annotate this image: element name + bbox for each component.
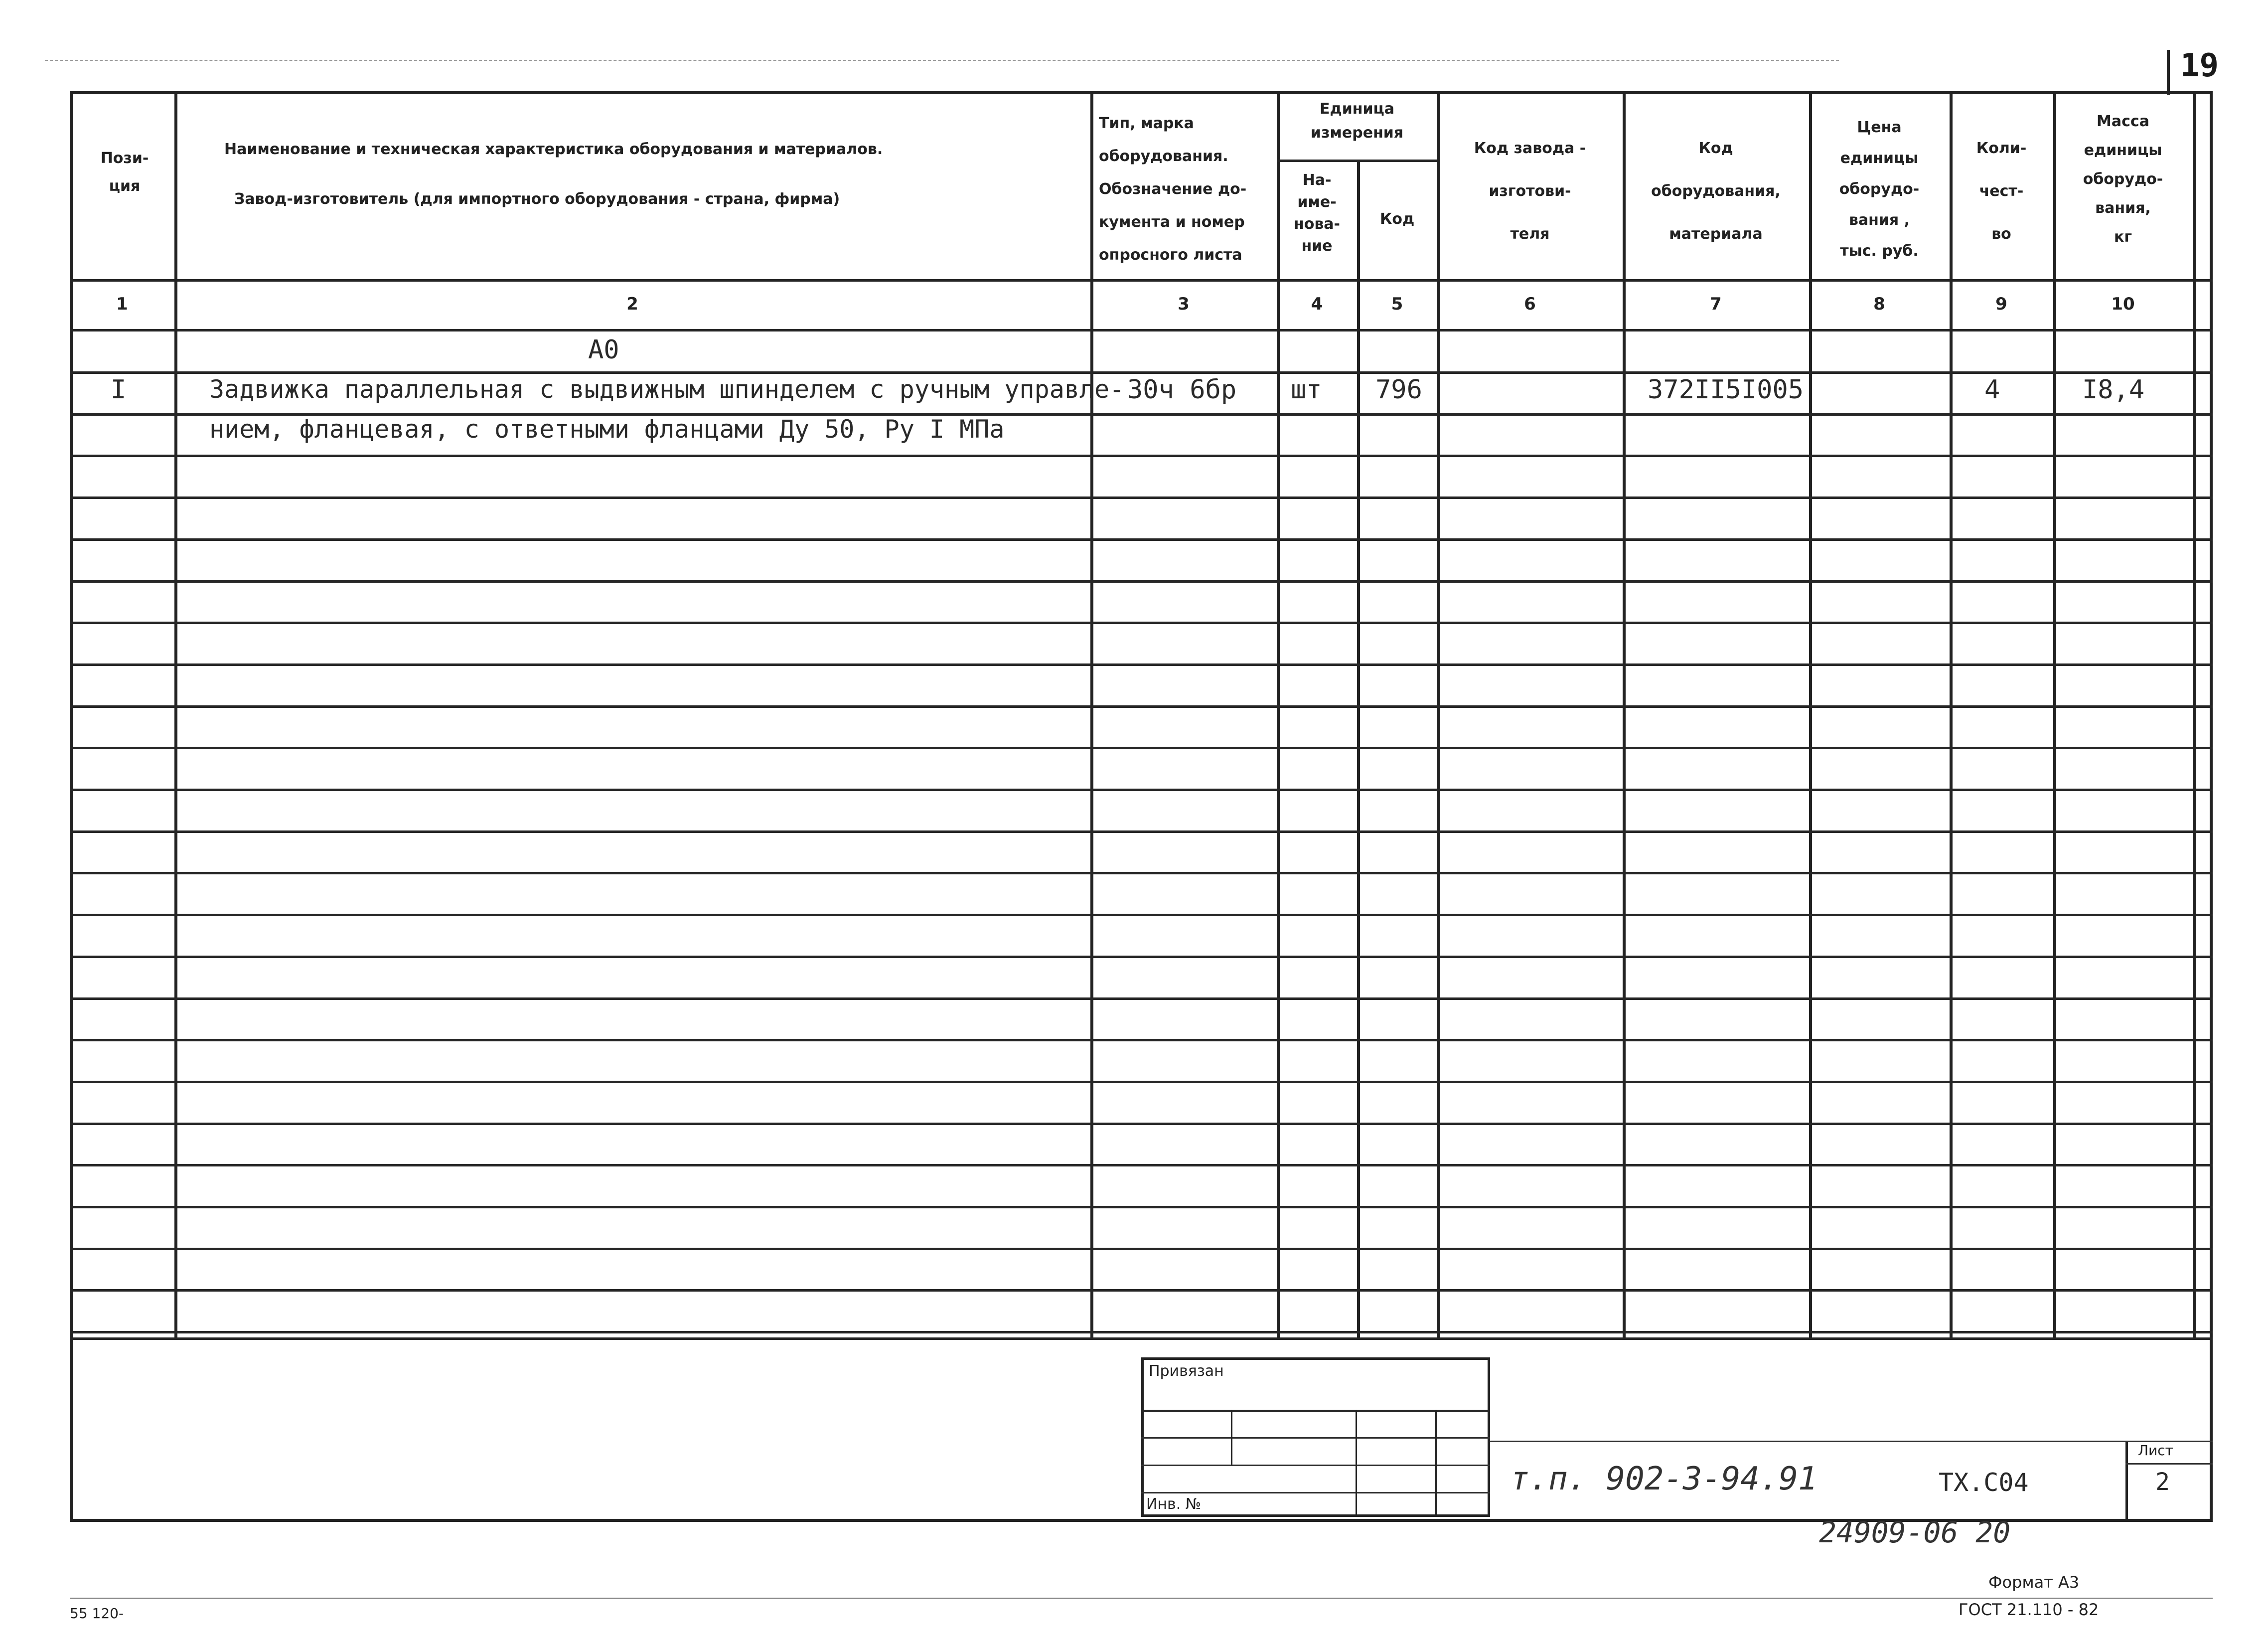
table-row-line — [70, 1039, 2213, 1041]
table-row-line — [70, 830, 2213, 833]
gost-label: ГОСТ 21.110 - 82 — [1959, 1600, 2099, 1619]
table-row-line — [70, 1164, 2213, 1166]
table-row-line — [70, 1289, 2213, 1292]
header-plant-code: Код завода - изготови- теля — [1474, 140, 1586, 243]
row-2-code: 796 — [1375, 375, 1422, 405]
table-row-line — [70, 538, 2213, 541]
table-row-line — [70, 789, 2213, 791]
table-row-line — [70, 1081, 2213, 1083]
colnum-5: 5 — [1391, 294, 1403, 314]
top-scan-line — [45, 60, 1839, 61]
colnum-9: 9 — [1995, 294, 2007, 314]
table-row-line — [70, 705, 2213, 708]
sheet-box-split — [2125, 1463, 2213, 1465]
approval-vline-3 — [1435, 1410, 1437, 1517]
header-bottom-line — [70, 279, 2213, 282]
format-label: Формат А3 — [1988, 1573, 2080, 1592]
table-row-line — [70, 496, 2213, 499]
header-unit-group: Единица измерения — [1310, 100, 1404, 142]
approval-line-1 — [1141, 1410, 1490, 1412]
table-row-line — [70, 622, 2213, 624]
table-row-line — [70, 580, 2213, 583]
col-line-3 — [1277, 91, 1280, 1337]
header-name-line2: Завод-изготовитель (для импортного оборудования - страна, фирма) — [234, 190, 840, 208]
header-unit-name: На- име- нова- ние — [1293, 171, 1341, 255]
project-number: т.п. 902-3-94.91 — [1510, 1461, 1817, 1497]
col-line-8 — [1950, 91, 1953, 1337]
table-row-line — [70, 914, 2213, 916]
col-line-7 — [1809, 91, 1812, 1337]
colnum-10: 10 — [2111, 294, 2135, 314]
approval-line-2 — [1141, 1437, 1490, 1439]
row-1-name: А0 — [588, 335, 619, 365]
table-row-line — [70, 1206, 2213, 1208]
col-line-9 — [2053, 91, 2056, 1337]
col-line-5 — [1437, 91, 1440, 1337]
doc-strip-top-line — [1490, 1441, 2213, 1442]
row-2-name: Задвижка параллельная с выдвижным шпинделем с ручным управле- — [209, 375, 1125, 404]
colnum-bottom-line — [70, 329, 2213, 331]
row-2-mass: I8,4 — [2082, 375, 2145, 405]
col-line-10 — [2193, 91, 2196, 1337]
header-position: Пози- ция — [100, 150, 149, 195]
col-line-6 — [1623, 91, 1626, 1337]
header-type: Тип, марка оборудования. Обозначение до- кумента и номер опросного листа — [1099, 115, 1247, 264]
table-row-line — [70, 1123, 2213, 1125]
approval-vline-1 — [1231, 1410, 1232, 1465]
colnum-3: 3 — [1178, 294, 1190, 314]
table-row-line — [70, 956, 2213, 958]
sheet-label: Лист — [2138, 1442, 2173, 1459]
header-unit-price: Цена единицы оборудо- вания , тыс. руб. — [1839, 119, 1920, 260]
sheet-number: 2 — [2155, 1468, 2170, 1496]
colnum-6: 6 — [1524, 294, 1536, 314]
table-row-line — [70, 663, 2213, 666]
table-bottom-line — [70, 1337, 2213, 1340]
corner-sheet-number: 19 — [2180, 47, 2219, 84]
header-equipment-code: Код оборудования, материала — [1651, 140, 1781, 243]
approval-line-3 — [1141, 1465, 1490, 1466]
unit-group-split-line — [1277, 160, 1437, 162]
header-unit-mass: Масса единицы оборудо- вания, кг — [2083, 113, 2163, 246]
bottom-edge-line — [70, 1598, 2213, 1599]
table-row-line — [70, 997, 2213, 1000]
row-2-type: 30ч 6бр — [1127, 375, 1237, 405]
colnum-8: 8 — [1873, 294, 1885, 314]
approval-vline-2 — [1356, 1410, 1357, 1517]
bottom-left-mark: 55 120- — [70, 1605, 124, 1622]
col-line-1 — [174, 91, 177, 1337]
header-quantity: Коли- чест- во — [1976, 140, 2027, 243]
table-row-line — [70, 1331, 2213, 1333]
colnum-2: 2 — [626, 294, 638, 314]
header-unit-code: Код — [1379, 210, 1415, 228]
table-row-line — [70, 371, 2213, 374]
table-row-line — [70, 1248, 2213, 1250]
row-2-equipment-code: 372II5I005 — [1648, 375, 1804, 405]
colnum-7: 7 — [1710, 294, 1722, 314]
colnum-4: 4 — [1311, 294, 1323, 314]
document-code: ТХ.С04 — [1939, 1468, 2029, 1497]
colnum-1: 1 — [116, 294, 128, 314]
table-row-line — [70, 747, 2213, 749]
row-2-position: I — [111, 375, 127, 405]
header-name-line1: Наименование и техническая характеристика оборудования и материалов. — [224, 141, 883, 158]
table-row-line — [70, 872, 2213, 874]
approval-label: Привязан — [1149, 1362, 1224, 1380]
col-line-2 — [1090, 91, 1093, 1337]
table-row-line — [70, 455, 2213, 457]
row-2-quantity: 4 — [1984, 375, 2000, 405]
inventory-label: Инв. № — [1146, 1495, 1202, 1513]
row-3-name: нием, фланцевая, с ответными фланцами Ду 50, Ру I МПа — [209, 415, 1005, 444]
corner-mark-line — [2167, 50, 2170, 95]
handwritten-archive-number: 24909-06 20 — [1819, 1515, 2011, 1549]
row-2-unit: шт — [1291, 375, 1322, 405]
approval-line-4 — [1141, 1492, 1490, 1493]
